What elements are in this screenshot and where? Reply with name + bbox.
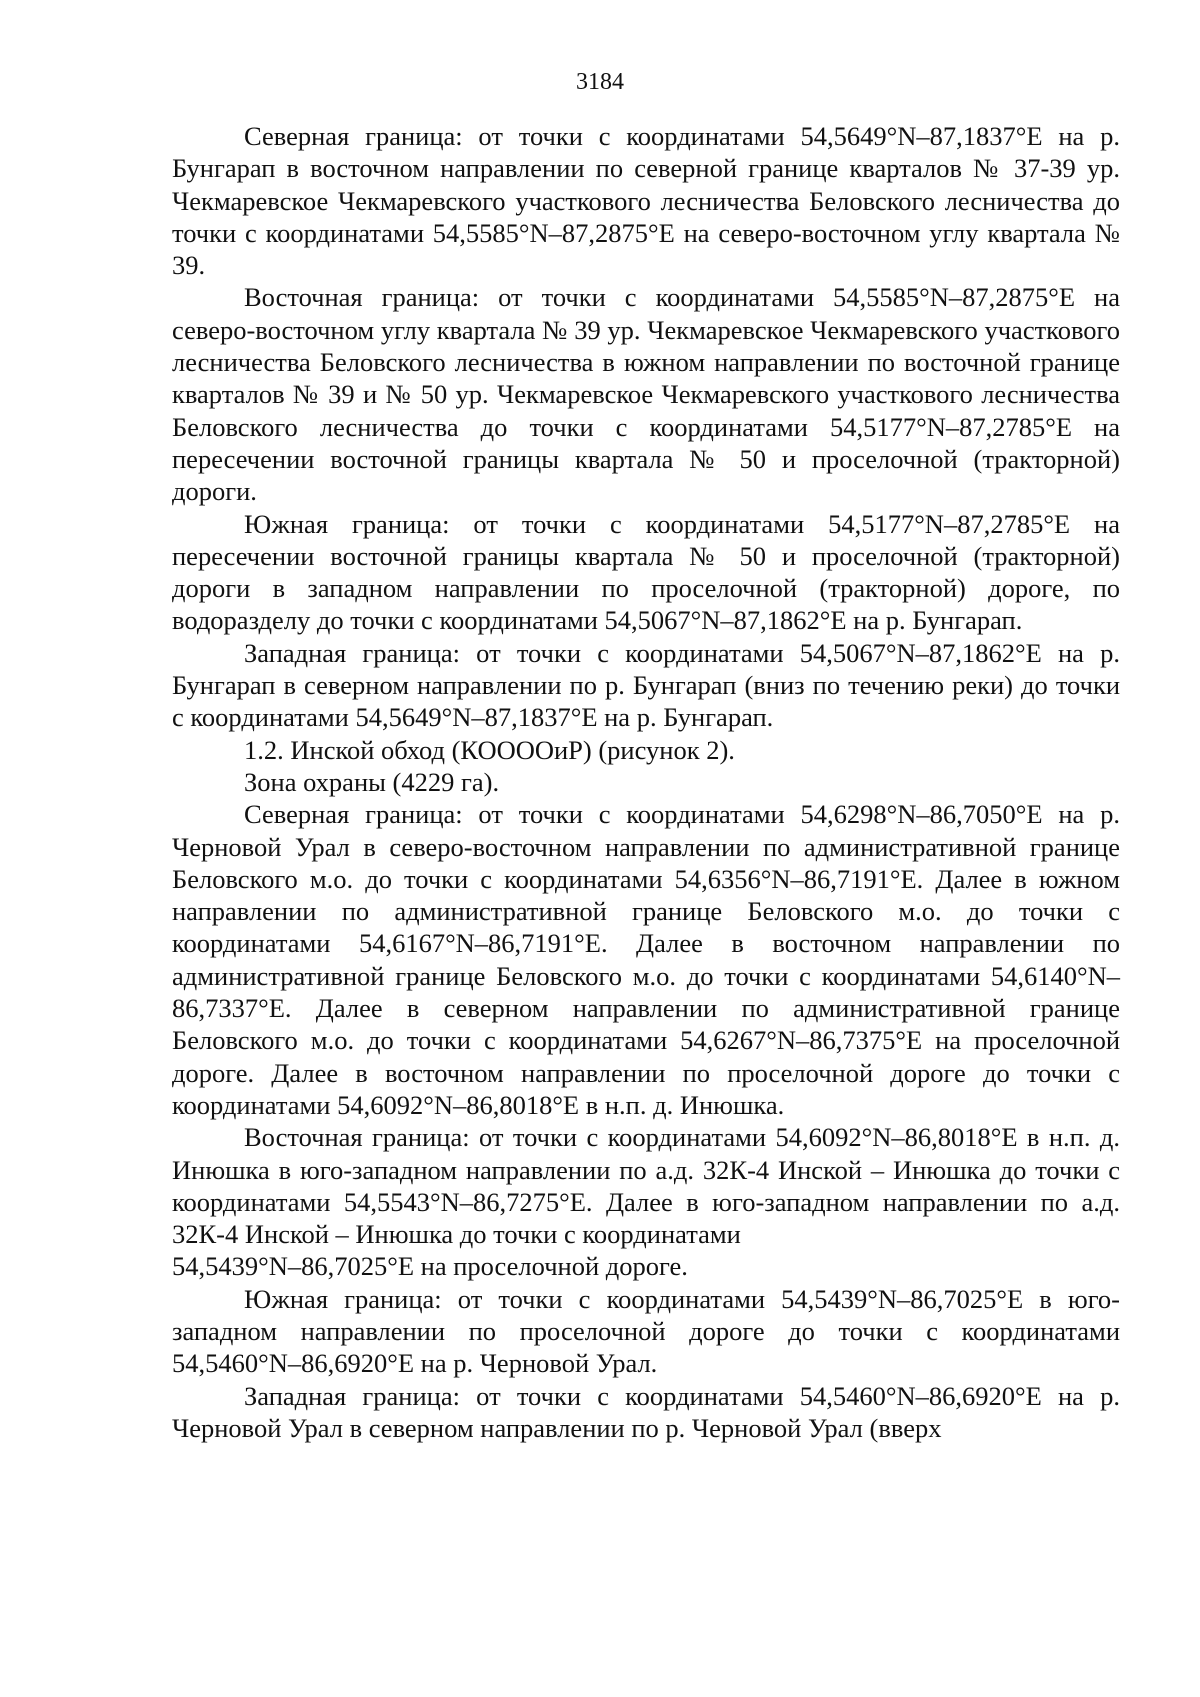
paragraph-east-border-1: Восточная граница: от точки с координатами 54,5585°N–87,2875°E на северо-восточном углу квартала № 39 ур. Чекмаревское Чекмаревского участкового лесничества Беловского лесничества в южном направлении по восточной границе кварталов № 39 и № 50 ур. Чекмаревское Чекмаревского участкового лесничества Беловского лесничества до точки с координатами 54,5177°N–87,2785°E на пересечении восточной границы квартала № 50 и проселочной (тракторной) дороги.	[172, 282, 1120, 507]
section-heading-inskoy-obkhod: 1.2. Инской обход (КООООиР) (рисунок 2).	[244, 734, 735, 765]
page-number: 3184	[576, 69, 624, 95]
paragraph-north-border-2: Северная граница: от точки с координатами 54,6298°N–86,7050°E на р. Черновой Урал в северо-восточном направлении по административной границе Беловского м.о. до точки с координатами 54,6356°N–86,7191°E. Далее в южном направлении по административной границе Беловского м.о. до точки с координатами 54,6167°N–86,7191°E. Далее в восточном направлении по административной границе Беловского м.о. до точки с координатами 54,6140°N–86,7337°E. Далее в северном направлении по административной границе Беловского м.о. до точки с координатами 54,6267°N–86,7375°E на проселочной дороге. Далее в восточном направлении по проселочной дороге до точки с координатами 54,6092°N–86,8018°E в н.п. д. Инюшка.	[172, 799, 1120, 1120]
zone-heading: Зона охраны (4229 га).	[244, 766, 500, 797]
document-body	[172, 120, 1120, 1444]
paragraph-east-border-2-continued: 54,5439°N–86,7025°E на проселочной дороге.	[172, 1251, 688, 1282]
paragraph-north-border-1: Северная граница: от точки с координатами 54,5649°N–87,1837°E на р. Бунгарап в восточном направлении по северной границе кварталов № 37-39 ур. Чекмаревское Чекмаревского участкового лесничества Беловского лесничества до точки с координатами 54,5585°N–87,2875°E на северо-восточном углу квартала № 39.	[172, 121, 1120, 281]
paragraph-east-border-2: Восточная граница: от точки с координатами 54,6092°N–86,8018°E в н.п. д. Инюшка в юго-западном направлении по а.д. 32К-4 Инской – Инюшка до точки с координатами 54,5543°N–86,7275°E. Далее в юго-западном направлении по а.д. 32К-4 Инской – Инюшка до точки с координатами	[172, 1122, 1120, 1250]
paragraph-west-border-2: Западная граница: от точки с координатами 54,5460°N–86,6920°E на р. Черновой Урал в северном направлении по р. Черновой Урал (вверх	[172, 1380, 1120, 1443]
paragraph-west-border-1: Западная граница: от точки с координатами 54,5067°N–87,1862°E на р. Бунгарап в северном направлении по р. Бунгарап (вниз по течению реки) до точки с координатами 54,5649°N–87,1837°E на р. Бунгарап.	[172, 637, 1120, 733]
paragraph-south-border-2: Южная граница: от точки с координатами 54,5439°N–86,7025°E в юго-западном направлении по проселочной дороге до точки с координатами 54,5460°N–86,6920°E на р. Черновой Урал.	[172, 1283, 1120, 1379]
paragraph-south-border-1: Южная граница: от точки с координатами 54,5177°N–87,2785°E на пересечении восточной границы квартала № 50 и проселочной (тракторной) дороги в западном направлении по проселочной (тракторной) дороге, по водоразделу до точки с координатами 54,5067°N–87,1862°E на р. Бунгарап.	[172, 508, 1120, 636]
